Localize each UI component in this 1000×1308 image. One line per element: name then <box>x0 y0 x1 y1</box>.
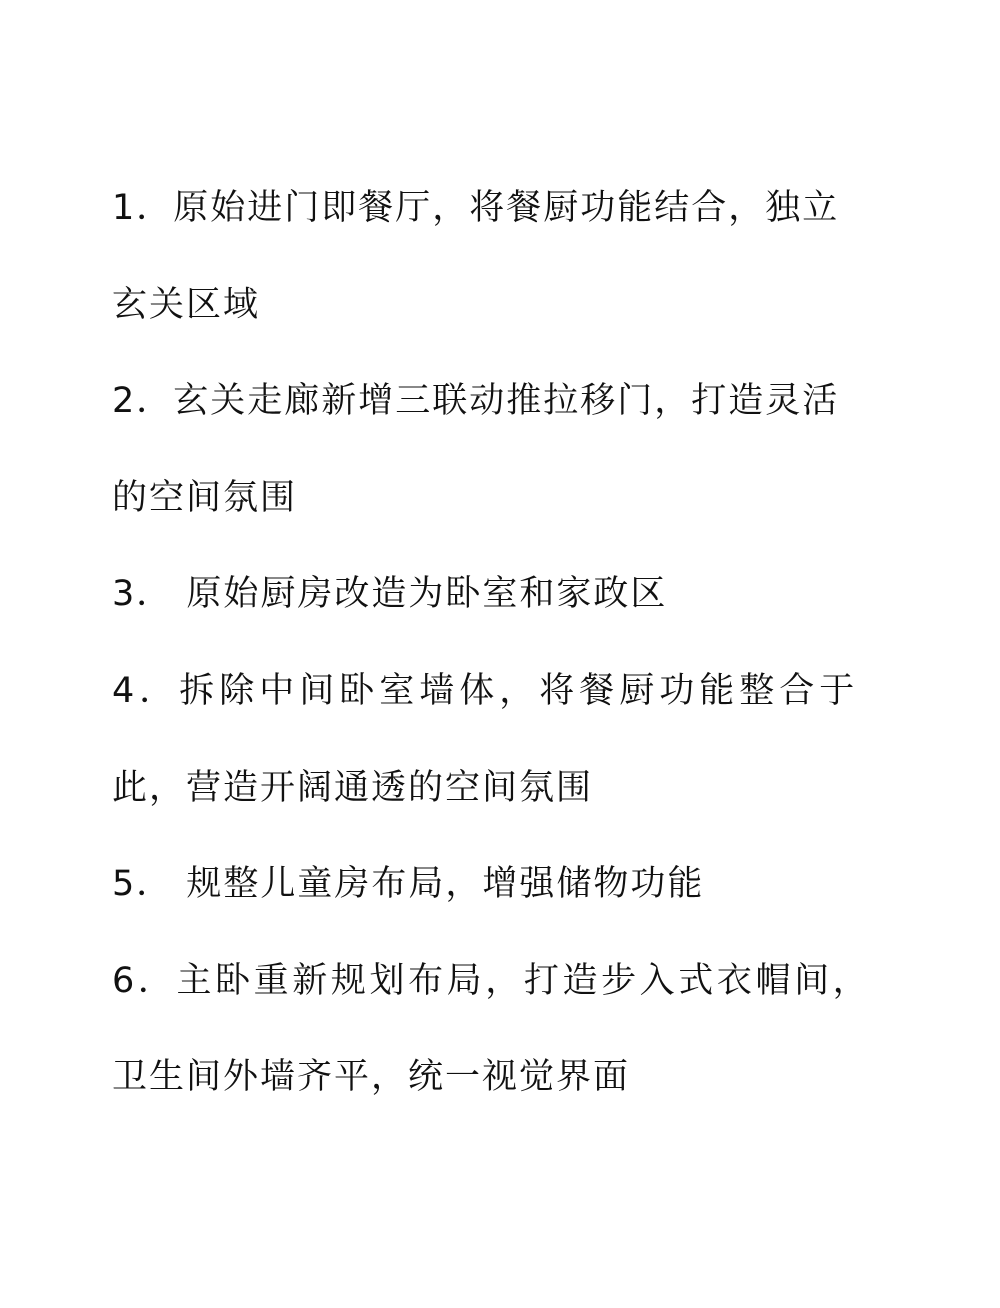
note-4-line-1: 4．拆除中间卧室墙体，将餐厨功能整合于 <box>112 670 860 711</box>
note-3-line-1: 3． 原始厨房改造为卧室和家政区 <box>112 574 668 615</box>
note-5-line-1: 5． 规整儿童房布局，增强储物功能 <box>112 864 705 905</box>
note-2-line-2: 的空间氛围 <box>112 477 298 518</box>
note-2-line-1: 2．玄关走廊新增三联动推拉移门，打造灵活 <box>112 381 840 422</box>
note-6-line-1: 6．主卧重新规划布局，打造步入式衣帽间， <box>112 960 872 1001</box>
note-4-line-2: 此，营造开阔通透的空间氛围 <box>112 767 594 808</box>
note-6-line-2: 卫生间外墙齐平，统一视觉界面 <box>112 1057 631 1098</box>
note-1-line-2: 玄关区域 <box>112 284 261 325</box>
note-1-line-1: 1．原始进门即餐厅，将餐厨功能结合，独立 <box>112 188 840 228</box>
renovation-notes <box>112 178 882 1144</box>
